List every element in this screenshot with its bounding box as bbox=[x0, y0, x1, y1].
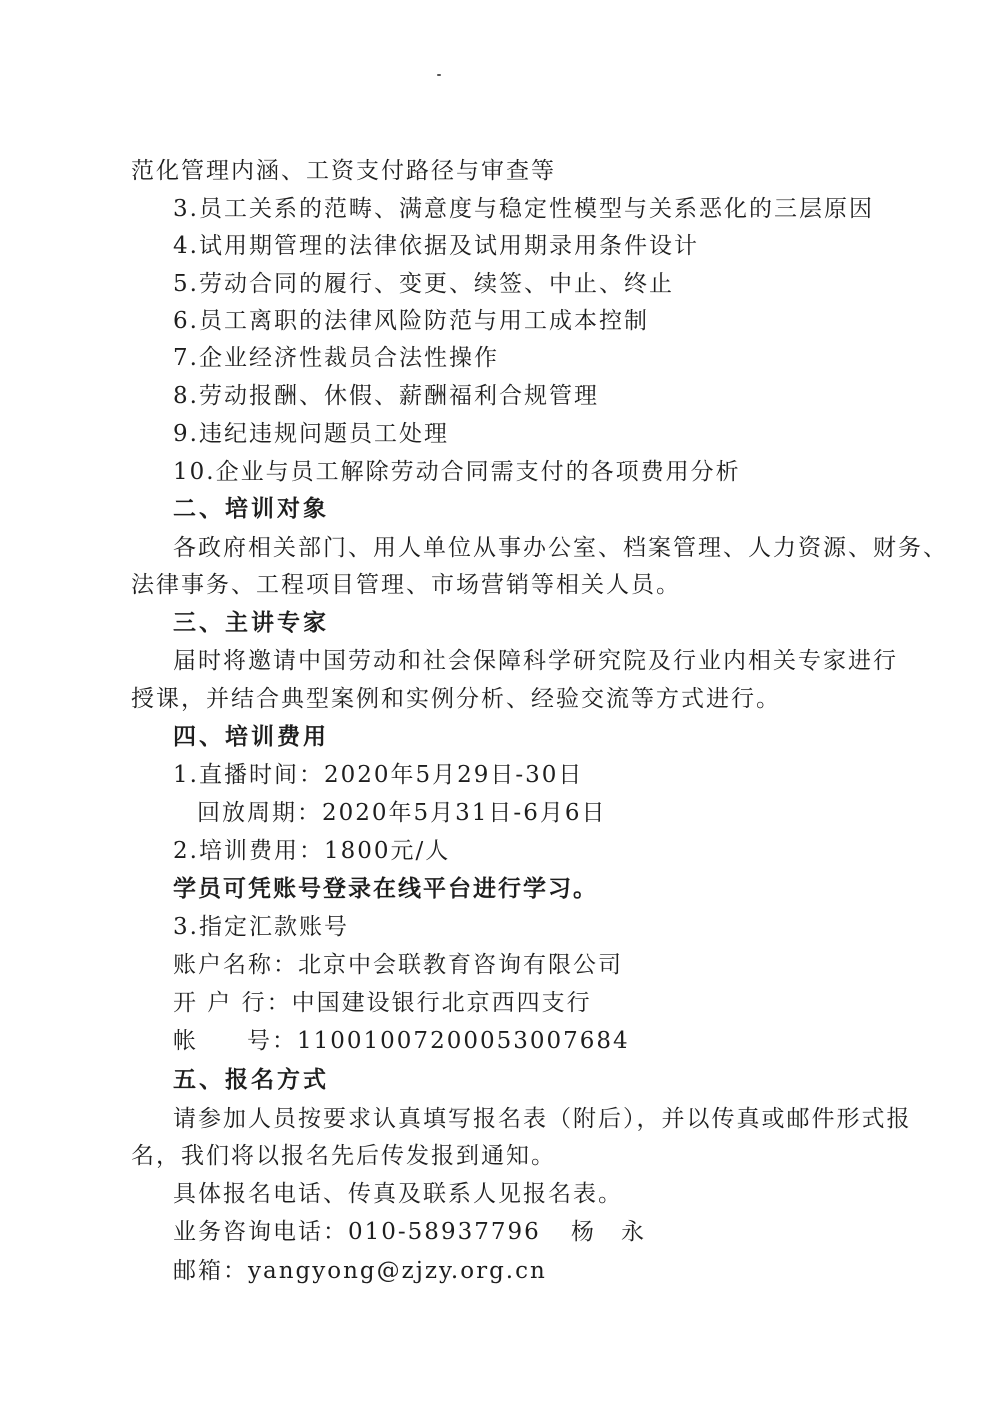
registration-text-3: 具体报名电话、传真及联系人见报名表。 bbox=[173, 1181, 623, 1207]
bank-label: 开 户 行： bbox=[173, 990, 292, 1016]
topic-item-4: 4.试用期管理的法律依据及试用期录用条件设计 bbox=[173, 233, 699, 259]
account-name-row bbox=[173, 950, 623, 980]
account-number-value: 11001007200053007684 bbox=[297, 1028, 630, 1054]
experts-text-2: 授课，并结合典型案例和实例分析、经验交流等方式进行。 bbox=[131, 686, 781, 712]
topic-item-10: 10.企业与员工解除劳动合同需支付的各项费用分析 bbox=[173, 459, 741, 485]
topic-continuation: 范化管理内涵、工资支付路径与审查等 bbox=[131, 158, 556, 184]
topic-item-5: 5.劳动合同的履行、变更、续签、中止、终止 bbox=[173, 271, 674, 297]
account-number-row bbox=[173, 1026, 630, 1056]
topic-item-7: 7.企业经济性裁员合法性操作 bbox=[173, 345, 499, 371]
replay-period: 回放周期：2020年5月31日-6月6日 bbox=[197, 800, 607, 826]
registration-text-1: 请参加人员按要求认真填写报名表（附后），并以传真或邮件形式报 bbox=[173, 1106, 912, 1132]
online-platform-note: 学员可凭账号登录在线平台进行学习。 bbox=[173, 875, 598, 902]
experts-text-1: 届时将邀请中国劳动和社会保障科学研究院及行业内相关专家进行 bbox=[173, 648, 898, 674]
registration-text-2: 名，我们将以报名先后传发报到通知。 bbox=[131, 1143, 556, 1169]
audience-text-1: 各政府相关部门、用人单位从事办公室、档案管理、人力资源、财务、 bbox=[173, 535, 948, 561]
fees-heading: 四、培训费用 bbox=[173, 724, 329, 750]
topic-item-9: 9.违纪违规问题员工处理 bbox=[173, 421, 449, 447]
training-cost: 2.培训费用：1800元/人 bbox=[173, 838, 451, 864]
account-number-label-part1: 帐 bbox=[173, 1028, 198, 1054]
email-row bbox=[173, 1256, 547, 1286]
bank-value: 中国建设银行北京西四支行 bbox=[291, 990, 592, 1016]
audience-heading: 二、培训对象 bbox=[173, 496, 329, 522]
phone-label: 业务咨询电话： bbox=[173, 1219, 348, 1245]
live-broadcast-time: 1.直播时间：2020年5月29日-30日 bbox=[173, 762, 584, 788]
remittance-account-title: 3.指定汇款账号 bbox=[173, 914, 349, 940]
account-number-label-part2: 号： bbox=[247, 1028, 297, 1054]
scan-speck bbox=[437, 74, 441, 76]
bank-row bbox=[173, 988, 592, 1018]
topic-item-8: 8.劳动报酬、休假、薪酬福利合规管理 bbox=[173, 383, 599, 409]
account-name-value: 北京中会联教育咨询有限公司 bbox=[298, 952, 623, 978]
phone-row bbox=[173, 1217, 646, 1247]
contact-person: 杨 永 bbox=[571, 1219, 646, 1245]
topic-item-3: 3.员工关系的范畴、满意度与稳定性模型与关系恶化的三层原因 bbox=[173, 196, 874, 222]
experts-heading: 三、主讲专家 bbox=[173, 610, 329, 636]
email-address: yangyong@zjzy.org.cn bbox=[248, 1258, 547, 1284]
audience-text-2: 法律事务、工程项目管理、市场营销等相关人员。 bbox=[131, 572, 681, 598]
registration-heading: 五、报名方式 bbox=[173, 1067, 329, 1093]
email-label: 邮箱： bbox=[173, 1258, 248, 1284]
account-name-label: 账户名称： bbox=[173, 952, 298, 978]
phone-number: 010-58937796 bbox=[348, 1219, 541, 1245]
topic-item-6: 6.员工离职的法律风险防范与用工成本控制 bbox=[173, 308, 649, 334]
